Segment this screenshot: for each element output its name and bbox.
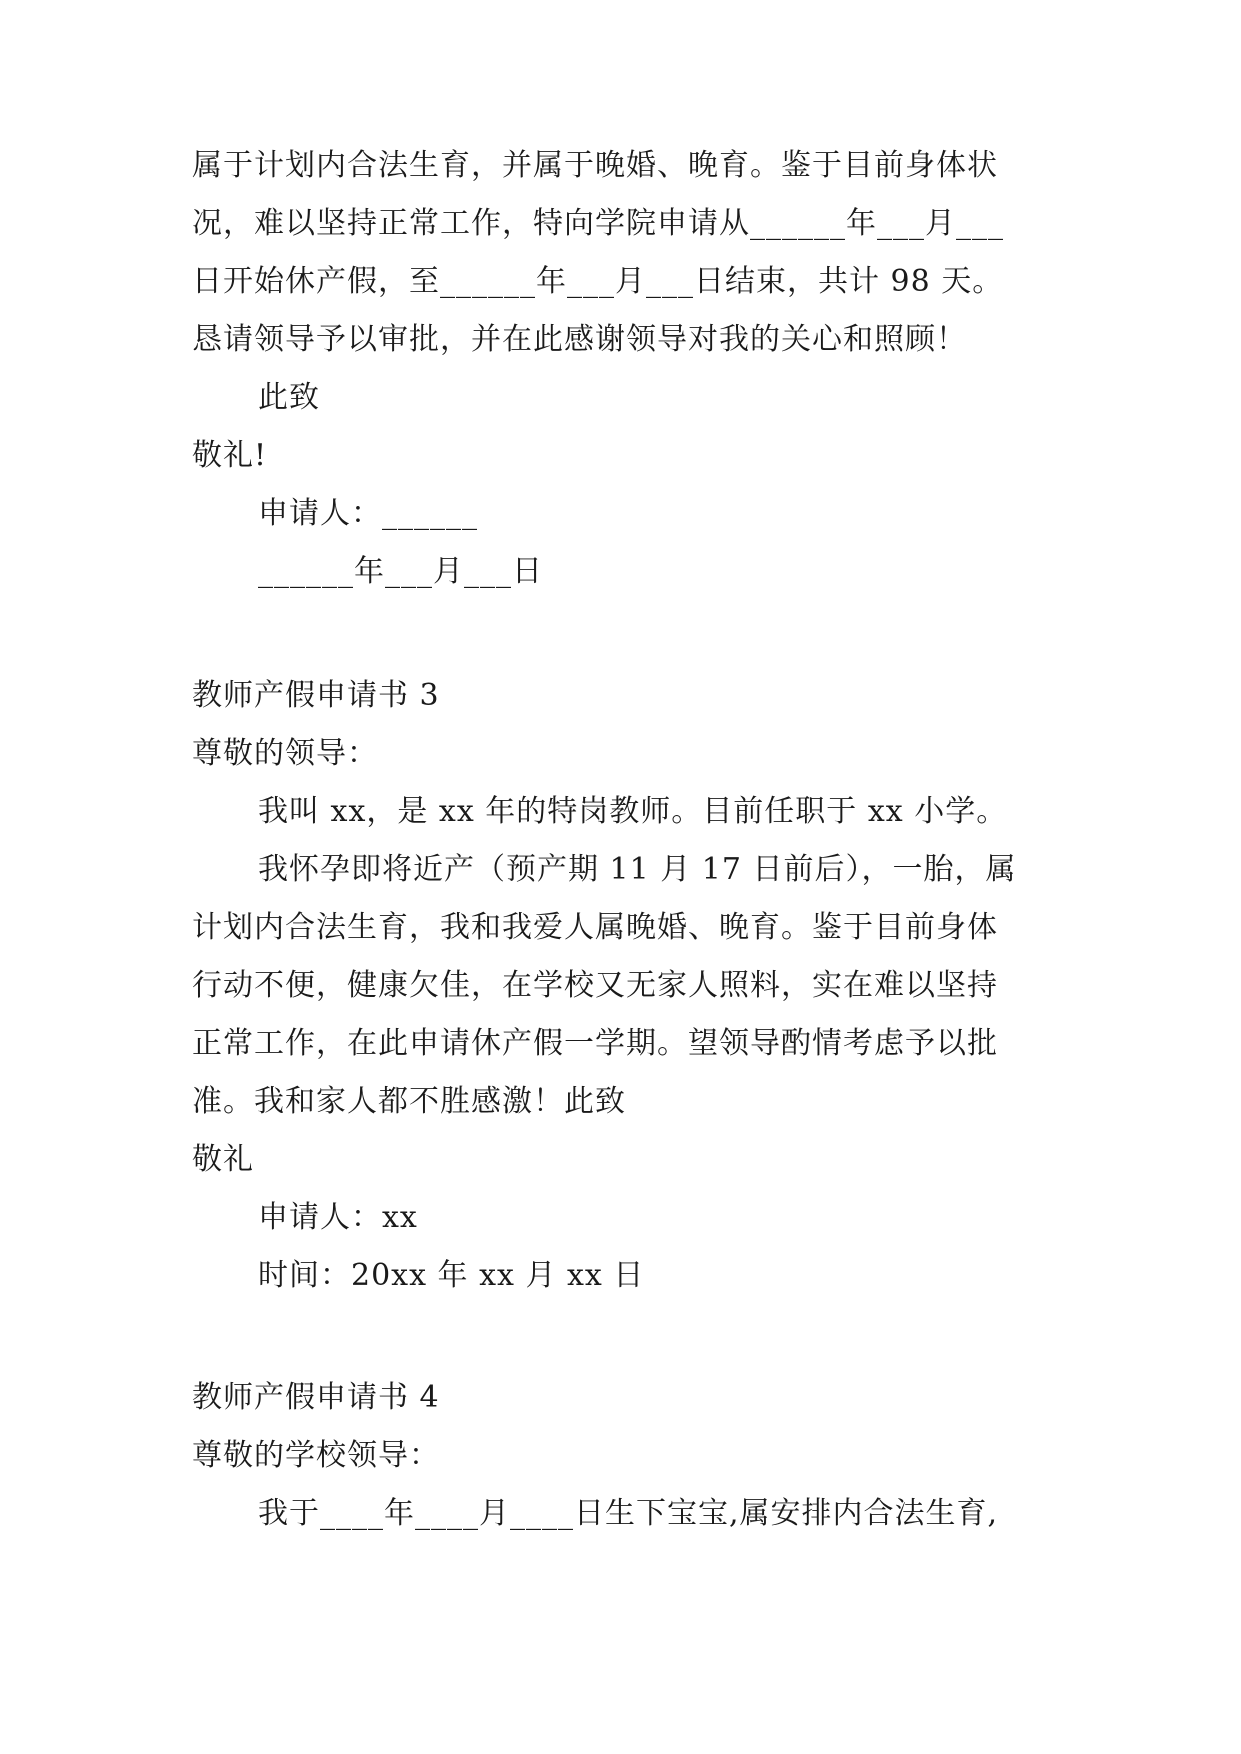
body-line: 恳请领导予以审批，并在此感谢领导对我的关心和照顾！ bbox=[192, 322, 967, 357]
section-title: 教师产假申请书 3 bbox=[192, 678, 440, 713]
date-line: ______年___月___日 bbox=[258, 554, 543, 589]
body-line: 属于计划内合法生育，并属于晚婚、晚育。鉴于目前身体状 bbox=[192, 148, 998, 183]
date-line: 时间：20xx 年 xx 月 xx 日 bbox=[258, 1258, 645, 1293]
applicant-line: 申请人：xx bbox=[258, 1200, 418, 1235]
body-line: 行动不便，健康欠佳，在学校又无家人照料，实在难以坚持 bbox=[192, 968, 998, 1003]
applicant-line: 申请人：______ bbox=[258, 496, 478, 531]
body-line: 日开始休产假，至______年___月___日结束，共计 98 天。 bbox=[192, 264, 1004, 299]
body-line: 准。我和家人都不胜感激！此致 bbox=[192, 1084, 626, 1119]
body-line: 况，难以坚持正常工作，特向学院申请从______年___月___ bbox=[192, 206, 1004, 241]
body-line: 计划内合法生育，我和我爱人属晚婚、晚育。鉴于目前身体 bbox=[192, 910, 998, 945]
salutation: 尊敬的领导： bbox=[192, 736, 378, 771]
body-line: 正常工作，在此申请休产假一学期。望领导酌情考虑予以批 bbox=[192, 1026, 998, 1061]
body-line: 我于____年____月____日生下宝宝,属安排内合法生育, bbox=[258, 1496, 999, 1531]
salutation: 尊敬的学校领导： bbox=[192, 1438, 440, 1473]
body-line: 我叫 xx，是 xx 年的特岗教师。目前任职于 xx 小学。 bbox=[258, 794, 1008, 829]
body-line: 我怀孕即将近产（预产期 11 月 17 日前后），一胎，属 bbox=[258, 852, 1017, 887]
closing-line: 敬礼! bbox=[192, 438, 268, 473]
closing-line: 此致 bbox=[258, 380, 320, 415]
closing-line: 敬礼 bbox=[192, 1142, 254, 1177]
section-title: 教师产假申请书 4 bbox=[192, 1380, 440, 1415]
